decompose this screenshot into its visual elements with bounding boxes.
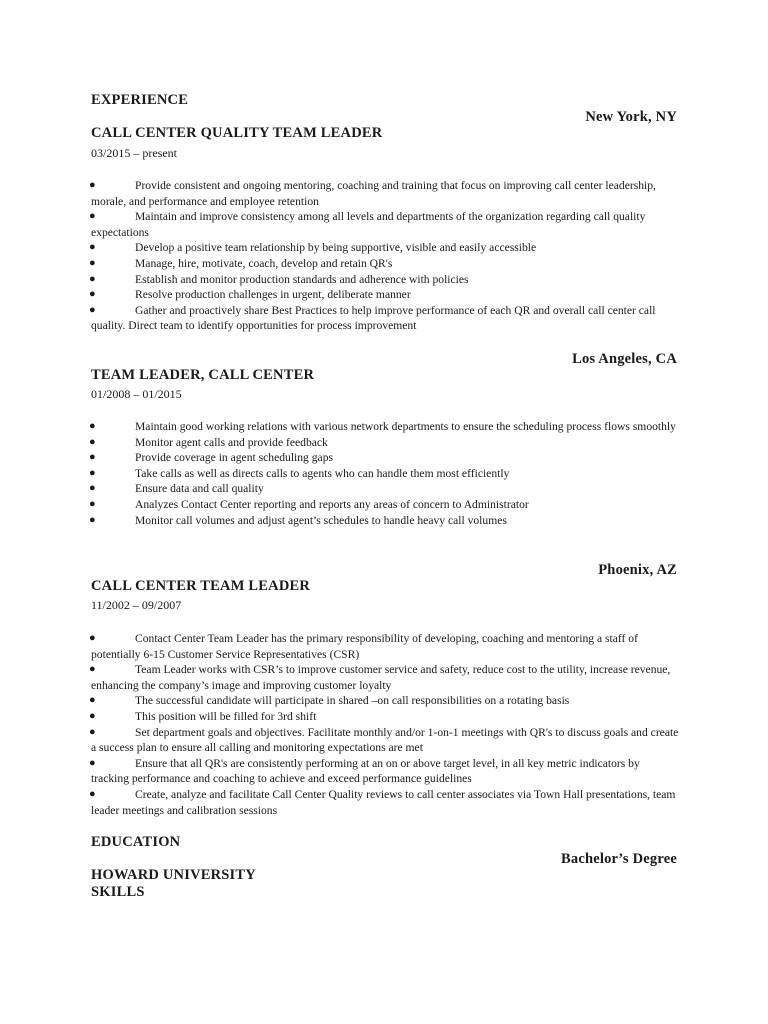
job-2-location: Los Angeles, CA [572,351,677,367]
bullet-dot-icon: ● [89,288,96,301]
education-heading: EDUCATION [91,834,181,850]
bullet-item [91,631,679,662]
bullet-dot-icon: ● [89,482,96,495]
bullet-item [91,256,679,272]
bullet-dot-icon: ● [89,451,96,464]
bullet-item [91,662,679,693]
bullet-text: Manage, hire, motivate, coach, develop and retain QR's [135,256,393,270]
bullet-dot-icon: ● [89,694,96,707]
bullet-dot-icon: ● [89,513,96,526]
bullet-dot-icon: ● [89,709,96,722]
bullet-text: Provide coverage in agent scheduling gaps [135,451,333,465]
bullet-dot-icon: ● [89,435,96,448]
job-1-title: CALL CENTER QUALITY TEAM LEADER [91,125,383,141]
bullet-text: Monitor agent calls and provide feedback [135,435,328,449]
bullet-item [91,466,679,482]
bullet-item [91,787,679,818]
bullet-item [91,513,679,529]
bullet-item [91,287,679,303]
bullet-text: Ensure that all QR's are consistently performing at an on or above target level, in all key metric indicators by tracking performance and coaching to achieve and exceed performance guidelines [91,756,640,786]
bullet-item [91,497,679,513]
bullet-dot-icon: ● [89,756,96,769]
bullet-dot-icon: ● [89,303,96,316]
bullet-item [91,693,679,709]
bullet-item [91,435,679,451]
bullet-text: Maintain and improve consistency among all levels and departments of the organization regarding call quality expectations [91,210,646,239]
job-2-title: TEAM LEADER, CALL CENTER [91,367,315,383]
skills-heading: SKILLS [91,884,145,900]
bullet-item [91,178,679,209]
bullet-text: Maintain good working relations with various network departments to ensure the scheduling process flows smoothly [135,420,676,433]
bullet-item [91,725,679,756]
job-1-bullets [91,178,679,334]
job-3-title: CALL CENTER TEAM LEADER [91,578,311,594]
bullet-dot-icon: ● [89,420,96,432]
experience-heading: EXPERIENCE [91,92,189,108]
bullet-text: Ensure data and call quality [135,482,264,496]
bullet-item [91,240,679,256]
bullet-text: Monitor call volumes and adjust agent’s schedules to handle heavy call volumes [135,513,507,527]
bullet-item [91,209,679,240]
bullet-dot-icon: ● [89,497,96,510]
job-3-bullets [91,631,679,818]
bullet-dot-icon: ● [89,210,96,223]
bullet-item [91,272,679,288]
bullet-text: Analyzes Contact Center reporting and reports any areas of concern to Administrator [135,497,529,511]
bullet-text: Create, analyze and facilitate Call Center Quality reviews to call center associates via Town Hall presentations, team leader meetings and calibration sessions [91,787,676,817]
bullet-dot-icon: ● [89,787,96,800]
bullet-item [91,419,679,435]
school-name: HOWARD UNIVERSITY [91,867,256,883]
bullet-dot-icon: ● [89,663,96,676]
bullet-text: Team Leader works with CSR’s to improve customer service and safety, reduce cost to the utility, increase revenue, enhancing the company’s image and improving customer loyalty [91,663,671,692]
bullet-item [91,756,679,787]
bullet-dot-icon: ● [89,272,96,285]
bullet-text: Establish and monitor production standards and adherence with policies [135,272,469,286]
bullet-dot-icon: ● [89,241,96,254]
bullet-item [91,481,679,497]
bullet-text: Resolve production challenges in urgent, deliberate manner [135,288,411,302]
bullet-text: The successful candidate will participate in shared –on call responsibilities on a rotating basis [135,694,570,708]
bullet-item [91,303,679,334]
bullet-text: Take calls as well as directs calls to agents who can handle them most efficiently [135,466,510,480]
bullet-text: Develop a positive team relationship by being supportive, visible and easily accessible [135,241,537,255]
job-2-dates: 01/2008 – 01/2015 [91,387,182,401]
bullet-dot-icon: ● [89,725,96,738]
bullet-item [91,450,679,466]
job-3-location: Phoenix, AZ [598,562,677,578]
bullet-text: Gather and proactively share Best Practices to help improve performance of each QR and overall call center call quality. Direct team to identify opportunities for process improvement [91,303,656,333]
bullet-dot-icon: ● [89,256,96,269]
job-1-location: New York, NY [585,109,677,125]
bullet-dot-icon: ● [89,632,96,644]
bullet-text: Contact Center Team Leader has the primary responsibility of developing, coaching and mentoring a staff of potentially 6-15 Customer Service Representatives (CSR) [91,632,638,661]
bullet-item [91,709,679,725]
bullet-text: Provide consistent and ongoing mentoring, coaching and training that focus on improving call center leadership, morale, and performance and employee retention [91,179,656,208]
job-3-dates: 11/2002 – 09/2007 [91,598,182,612]
bullet-text: Set department goals and objectives. Facilitate monthly and/or 1-on-1 meetings with QR's to discuss goals and create a success plan to ensure all calling and monitoring expectations are met [91,725,679,755]
job-1-dates: 03/2015 – present [91,146,177,160]
bullet-text: This position will be filled for 3rd shift [135,709,317,723]
bullet-dot-icon: ● [89,179,96,191]
degree: Bachelor’s Degree [561,851,677,867]
job-2-bullets [91,419,679,528]
bullet-dot-icon: ● [89,466,96,479]
